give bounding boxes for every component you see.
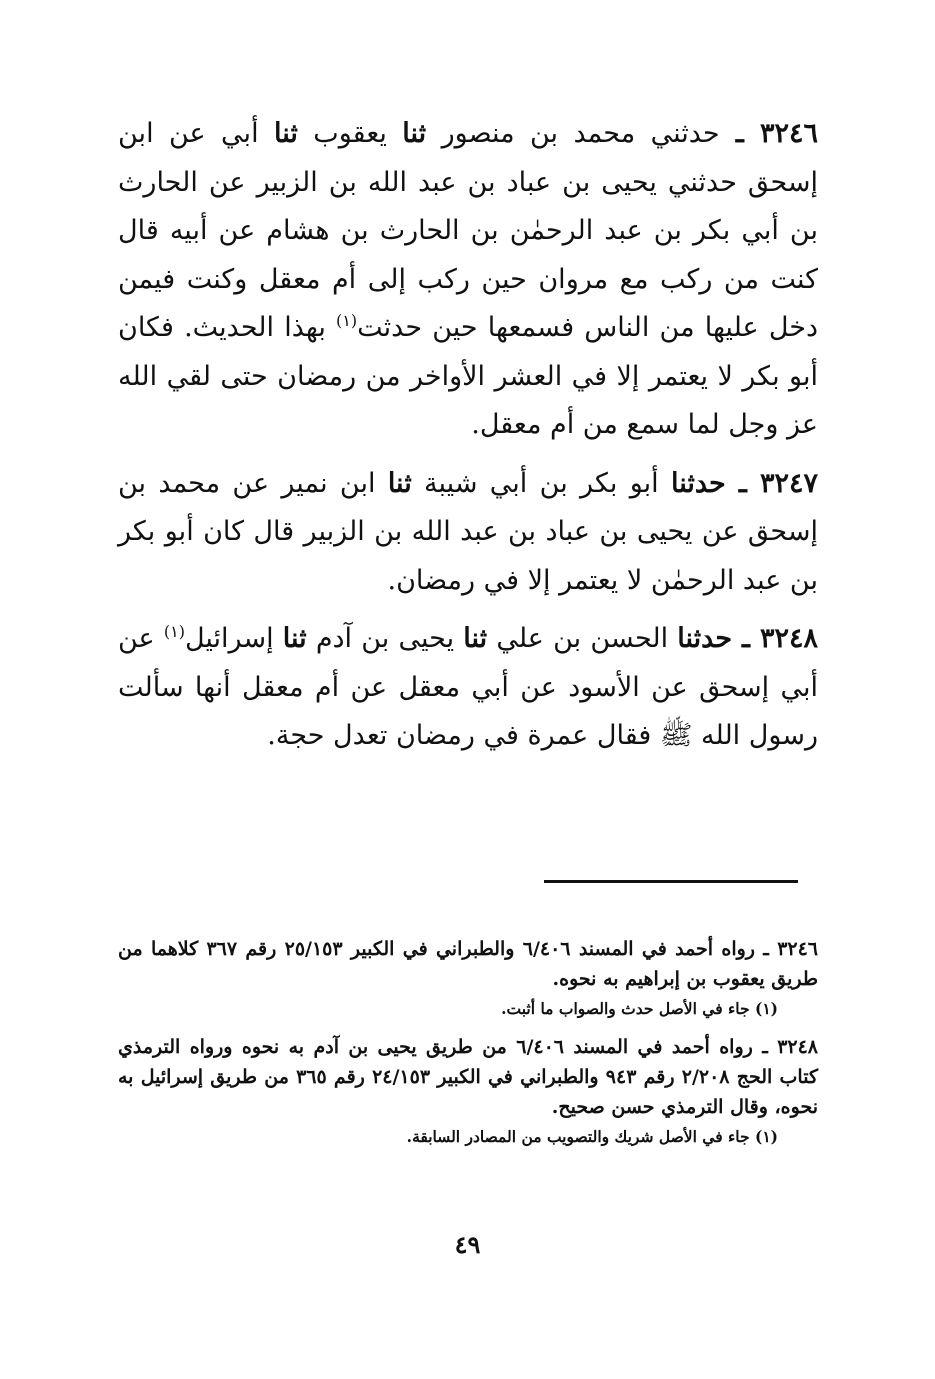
hadith-text: إسرائيل [184, 623, 283, 654]
footnote-subnote: (١) جاء في الأصل شريك والتصويب من المصادر السابقة. [406, 1127, 778, 1146]
narration-keyword: ثنا [402, 118, 427, 149]
hadith-paragraph [118, 460, 818, 606]
footnote-number: ٣٢٤٦ [777, 938, 819, 960]
hadith-number: ٣٢٤٧ [759, 467, 818, 499]
hadith-number-separator: ـ [732, 623, 760, 654]
hadith-number: ٣٢٤٨ [759, 623, 818, 654]
narration-keyword: ثنا [387, 467, 412, 499]
hadith-paragraph [118, 110, 818, 450]
footnote-separator [544, 880, 798, 883]
narration-keyword: حدثنا [671, 467, 726, 499]
hadith-paragraph [118, 615, 818, 761]
narration-keyword: ثنا [274, 118, 298, 149]
footnotes [118, 934, 818, 1150]
hadith-text: ابن نمير عن محمد بن إسحق عن يحيى بن عباد بن عبد الله بن الزبير قال كان أبو بكر بن عبد الرحمٰن لا يعتمر إلا في رمضان. [118, 467, 818, 596]
hadith-number: ٣٢٤٦ [759, 118, 818, 149]
footnote-reference: (١) [163, 622, 185, 641]
footnote-entry [118, 1032, 818, 1122]
hadith-text: بهذا الحديث. فكان أبو بكر لا يعتمر إلا في العشر الأواخر من رمضان حتى لقي الله عز وجل لما سمع من أم معقل. [118, 312, 818, 440]
hadith-number-separator: ـ [725, 467, 760, 499]
hadith-text: عن أبي إسحق عن الأسود عن أبي معقل عن أم معقل أنها سألت رسول الله ﷺ فقال عمرة في رمضان تعدل حجة. [118, 623, 818, 751]
footnote-text: رواه أحمد في المسند ٦/٤٠٦ من طريق يحيى بن آدم به نحوه ورواه الترمذي كتاب الحج ٢/٢٠٨ رقم ٩٤٣ والطبراني في الكبير ٢٤/١٥٣ رقم ٣٦٥ من طريق إسرائيل به نحوه، وقال الترمذي حسن صحيح. [118, 1036, 818, 1118]
footnote-number-separator: ـ [754, 938, 778, 960]
hadith-text: يحيى بن آدم [306, 623, 464, 654]
page-number: ٤٩ [454, 1230, 481, 1259]
narration-keyword: ثنا [282, 623, 307, 654]
footnote-reference: (١) [336, 311, 358, 330]
hadith-text: الحسن بن علي [487, 623, 678, 654]
hadith-number-separator: ـ [719, 118, 760, 149]
hadith-body [118, 110, 818, 761]
footnote-subnote: (١) جاء في الأصل حدث والصواب ما أثبت. [501, 999, 778, 1018]
narration-keyword: حدثنا [677, 623, 733, 654]
hadith-text: أبي عن ابن إسحق حدثني يحيى بن عباد بن عبد الله بن الزبير عن الحارث بن أبي بكر بن عبد الرحمٰن بن الحارث بن هشام عن أبيه قال كنت من ركب مع مروان حين ركب إلى أم معقل وكنت فيمن دخل عليها من الناس فسمعها حين حدثت [118, 118, 818, 343]
footnote-entry [118, 934, 818, 994]
footnote-number: ٣٢٤٨ [777, 1036, 819, 1058]
footnote-number-separator: ـ [752, 1036, 778, 1058]
narration-keyword: ثنا [463, 623, 488, 654]
hadith-text: يعقوب [297, 118, 403, 149]
footnote-text: رواه أحمد في المسند ٦/٤٠٦ والطبراني في الكبير ٢٥/١٥٣ رقم ٣٦٧ كلاهما من طريق يعقوب بن إبراهيم به نحوه. [118, 938, 818, 990]
hadith-text: حدثني محمد بن منصور [426, 118, 720, 149]
hadith-text: أبو بكر بن أبي شيبة [411, 467, 671, 499]
